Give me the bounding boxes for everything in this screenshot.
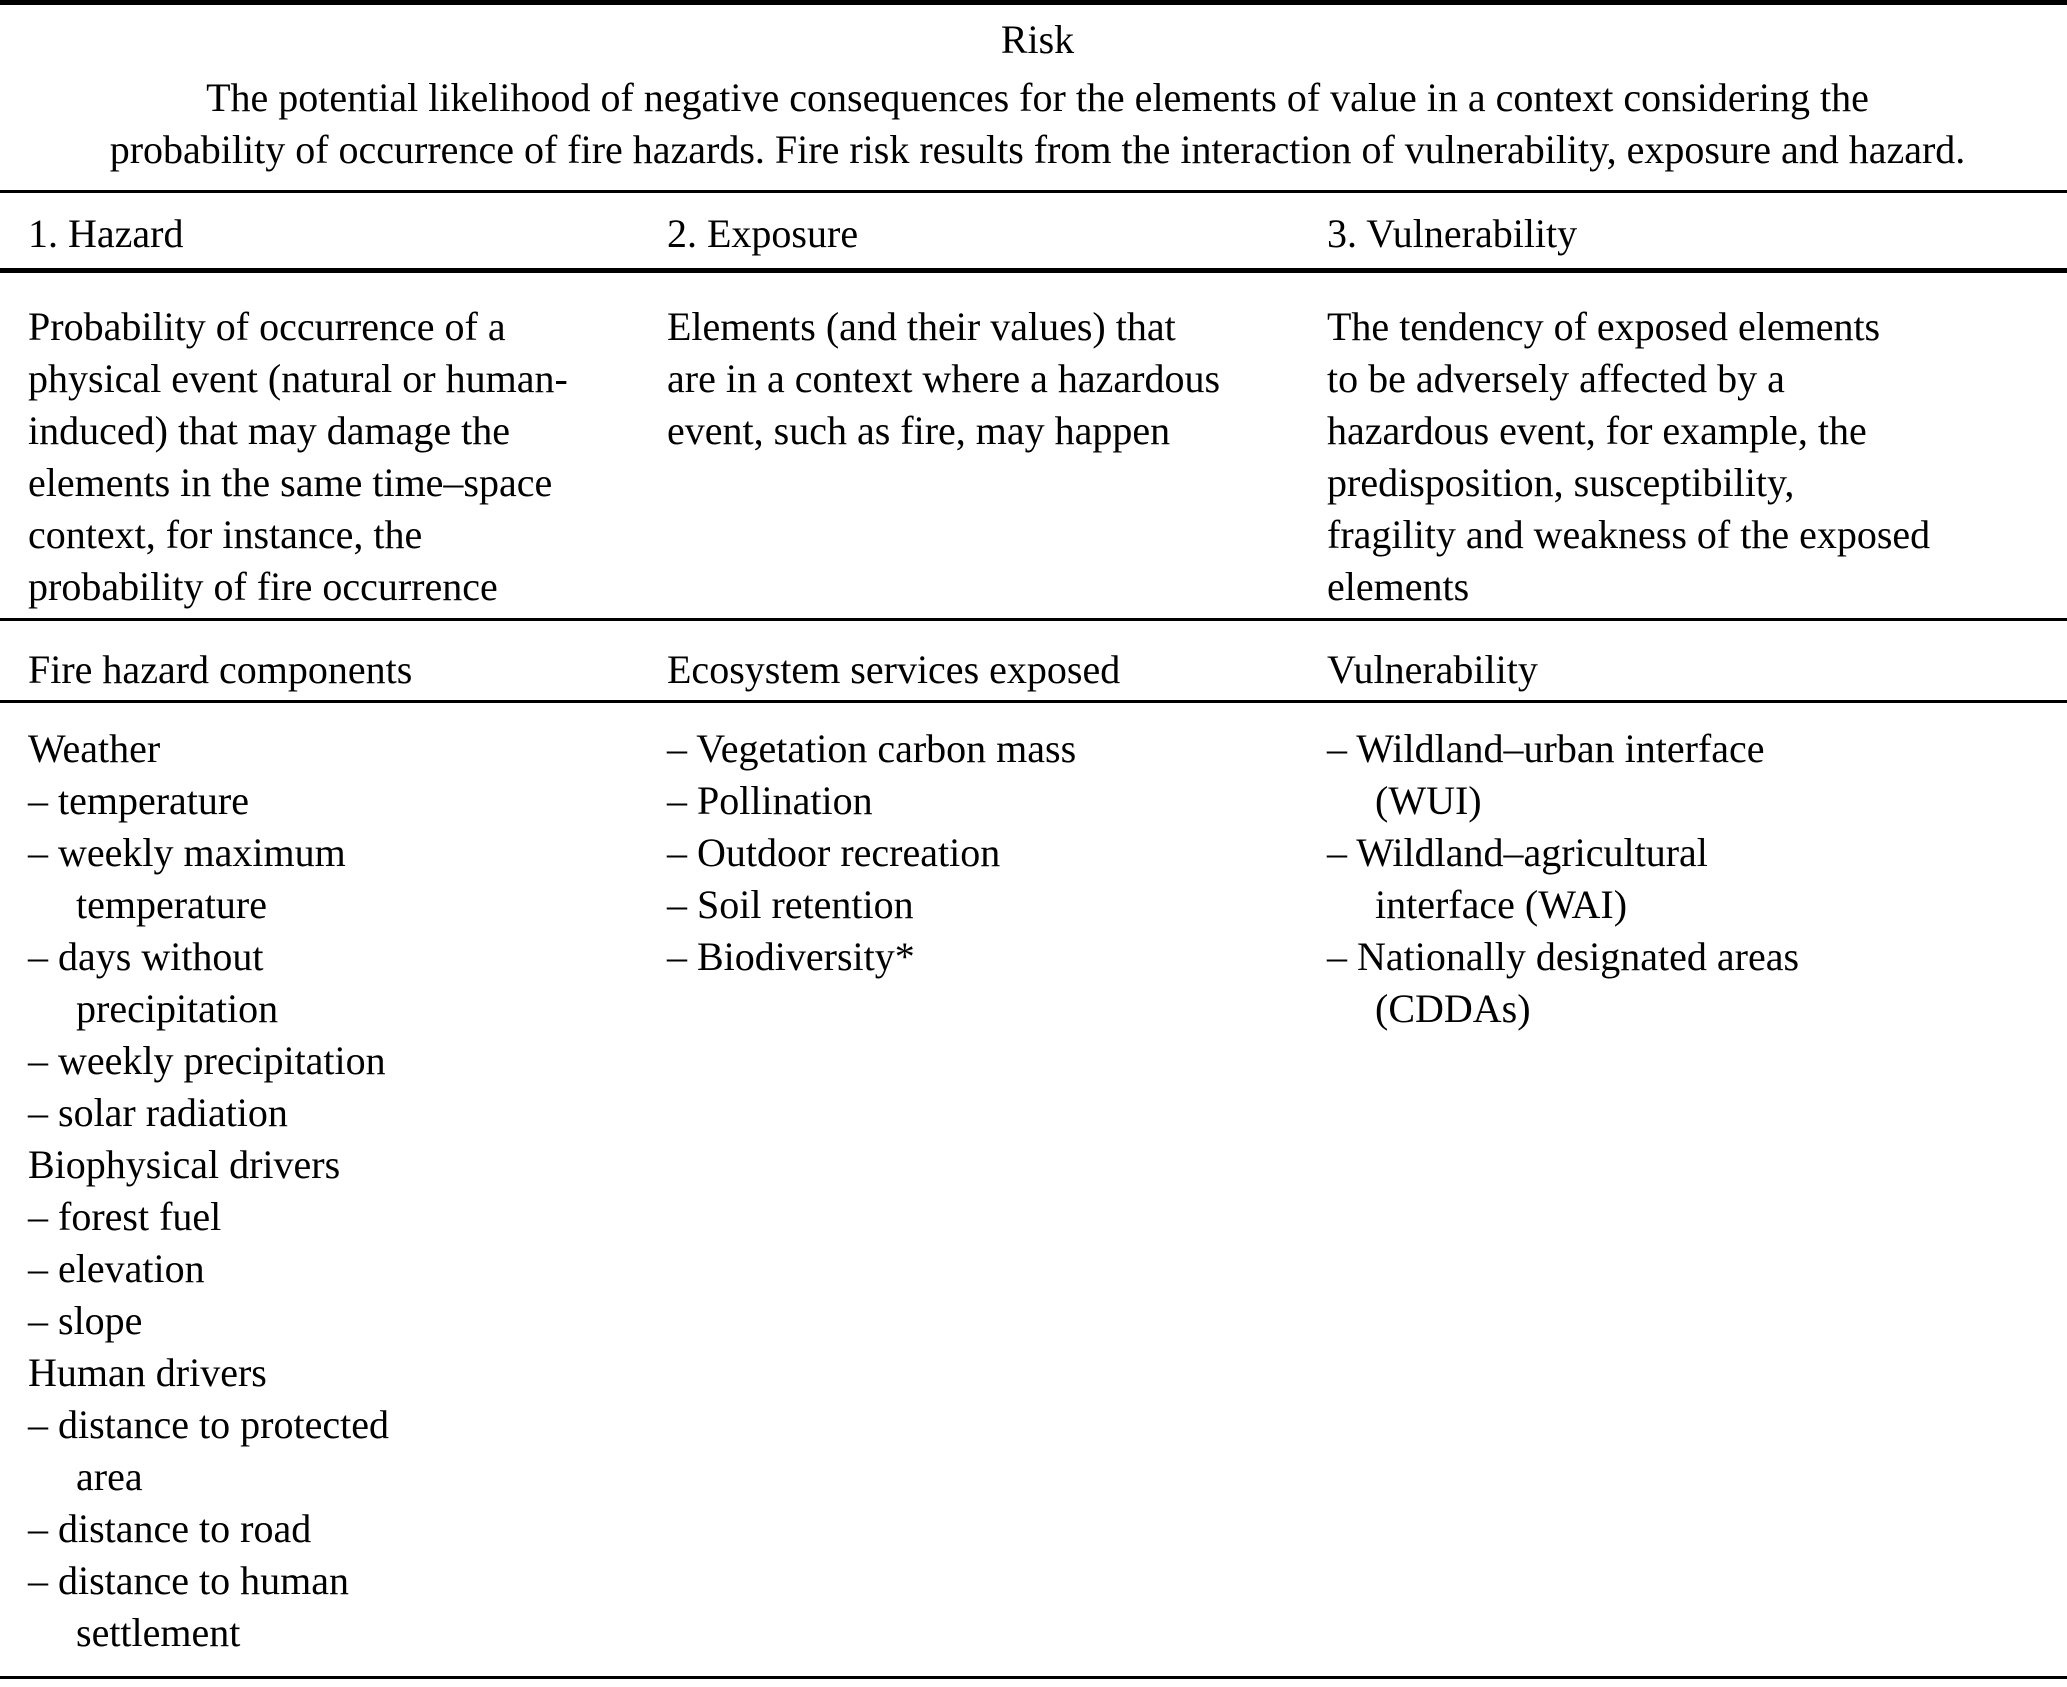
table-description-line: The potential likelihood of negative consequences for the elements of value in a context considering the	[206, 75, 1869, 120]
hazard-definition	[28, 301, 667, 618]
definition-line: induced) that may damage the	[28, 408, 511, 453]
table-title: Risk	[1000, 17, 1075, 62]
definitions-row	[0, 268, 2067, 618]
list-item: – Outdoor recreation	[667, 830, 1001, 875]
list-item-continuation: precipitation	[76, 986, 279, 1031]
column-header-hazard: 1. Hazard	[28, 211, 184, 256]
list-item: – Nationally designated areas	[1327, 934, 1800, 979]
definition-line: context, for instance, the	[28, 512, 423, 557]
table-bottom-rule	[0, 1676, 2067, 1679]
list-item: – Vegetation carbon mass	[667, 726, 1077, 771]
list-group-label: Weather	[28, 726, 161, 771]
table-title-block	[0, 0, 2067, 190]
list-item: – slope	[28, 1298, 143, 1343]
list-item: – Wildland–urban interface	[1327, 726, 1765, 771]
definition-line: elements	[1327, 564, 1470, 609]
list-item: – weekly maximum	[28, 830, 346, 875]
column-headers-row	[0, 190, 2067, 268]
column-header-exposure: 2. Exposure	[667, 211, 859, 256]
vulnerability-definition	[1327, 301, 2067, 618]
list-item-continuation: (CDDAs)	[1375, 986, 1531, 1031]
list-item-continuation: (WUI)	[1375, 778, 1482, 823]
list-item: – solar radiation	[28, 1090, 288, 1135]
list-item: – elevation	[28, 1246, 205, 1291]
list-item-continuation: temperature	[76, 882, 267, 927]
definition-line: The tendency of exposed elements	[1327, 304, 1881, 349]
exposure-items-list	[667, 723, 1327, 1676]
item-lists-row	[0, 700, 2067, 1676]
list-item: – forest fuel	[28, 1194, 222, 1239]
definition-line: probability of fire occurrence	[28, 564, 498, 609]
definition-line: physical event (natural or human-	[28, 356, 568, 401]
definition-line: predisposition, susceptibility,	[1327, 460, 1795, 505]
list-item-continuation: interface (WAI)	[1375, 882, 1628, 927]
definition-line: hazardous event, for example, the	[1327, 408, 1867, 453]
definition-line: event, such as fire, may happen	[667, 408, 1171, 453]
section-header-fire-hazard-components: Fire hazard components	[28, 647, 413, 692]
list-item: – weekly precipitation	[28, 1038, 386, 1083]
exposure-definition	[667, 301, 1327, 618]
section-header-vulnerability: Vulnerability	[1327, 647, 1538, 692]
list-item: – Soil retention	[667, 882, 914, 927]
definition-line: Elements (and their values) that	[667, 304, 1176, 349]
list-item-continuation: settlement	[76, 1610, 241, 1655]
list-group-label: Biophysical drivers	[28, 1142, 341, 1187]
definition-line: elements in the same time–space	[28, 460, 553, 505]
list-item: – temperature	[28, 778, 249, 823]
list-item: – days without	[28, 934, 264, 979]
list-item: – distance to human	[28, 1558, 350, 1603]
table-description-line: probability of occurrence of fire hazards. Fire risk results from the interaction of vulnerability, exposure and hazard.	[109, 127, 1966, 172]
list-item: – distance to road	[28, 1506, 312, 1551]
list-item: – Pollination	[667, 778, 873, 823]
list-group-label: Human drivers	[28, 1350, 267, 1395]
list-item: – Wildland–agricultural	[1327, 830, 1708, 875]
definition-line: fragility and weakness of the exposed	[1327, 512, 1931, 557]
section-headers-row	[0, 618, 2067, 700]
definition-line: to be adversely affected by a	[1327, 356, 1785, 401]
hazard-items-list	[28, 723, 667, 1676]
list-item: – distance to protected	[28, 1402, 389, 1447]
table-description	[28, 72, 2047, 176]
section-header-ecosystem-services-exposed: Ecosystem services exposed	[667, 647, 1121, 692]
definition-line: are in a context where a hazardous	[667, 356, 1221, 401]
list-item-continuation: area	[76, 1454, 143, 1499]
definition-line: Probability of occurrence of a	[28, 304, 506, 349]
vulnerability-items-list	[1327, 723, 2067, 1676]
list-item: – Biodiversity*	[667, 934, 915, 979]
column-header-vulnerability: 3. Vulnerability	[1327, 211, 1578, 256]
